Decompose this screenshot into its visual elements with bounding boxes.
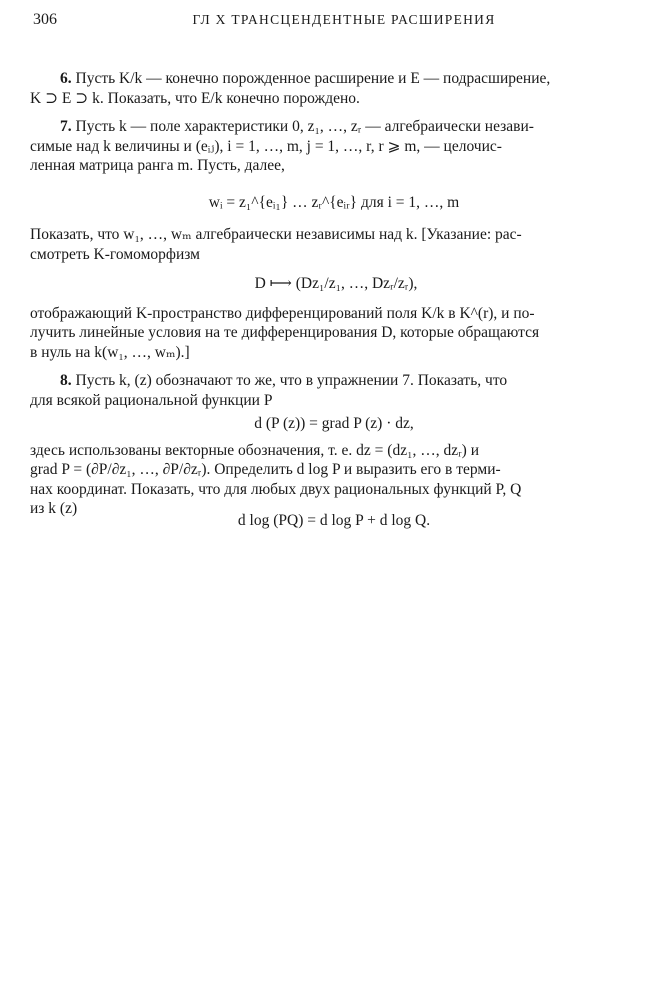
ex7-line-6: отображающий K-пространство дифференцирований поля K/k в K^(r), и по- xyxy=(30,304,535,322)
ex7-line-4: Показать, что w₁, …, wₘ алгебраически независимы над k. [Указание: рас- xyxy=(30,226,522,243)
ex8-formula-grad: d (P (z)) = grad P (z) · dz, xyxy=(254,415,414,432)
ex7-number: 7. xyxy=(60,118,72,135)
ex8-number: 8. xyxy=(60,372,72,389)
exercise-7 xyxy=(30,117,638,362)
running-header xyxy=(30,8,638,32)
ex7-line-2: симые над k величины и (eᵢⱼ), i = 1, …, m, j = 1, …, r, r ⩾ m, — целочис- xyxy=(30,137,502,155)
ex7-line-8: в нуль на k(w₁, …, wₘ).] xyxy=(30,343,190,361)
ex7-formula-w: wᵢ = z₁^{eᵢ₁} … zᵣ^{eᵢᵣ} для i = 1, …, m xyxy=(208,193,460,211)
ex7-line-1: 7. Пусть k — поле характеристики 0, z₁, …, zᵣ — алгебраически незави- xyxy=(60,118,534,135)
book-page xyxy=(30,8,638,530)
exercise-6 xyxy=(30,69,638,108)
ex8-formula-dlog: d log (PQ) = d log P + d log Q. xyxy=(237,511,431,529)
ex7-formula-D: D ⟼ (Dz₁/z₁, …, Dzᵣ/zᵣ), xyxy=(254,275,418,292)
ex8-line-2: для всякой рациональной функции P xyxy=(30,391,273,409)
ex6-line-2: K ⊃ E ⊃ k. Показать, что E/k конечно порождено. xyxy=(30,89,360,107)
ex8-line-1: 8. Пусть k, (z) обозначают то же, что в упражнении 7. Показать, что xyxy=(60,372,508,389)
page-number: 306 xyxy=(33,11,57,28)
ex6-number: 6. xyxy=(60,70,72,87)
ex6-line-1: 6. Пусть K/k — конечно порожденное расширение и E — подрасширение, xyxy=(60,70,551,87)
exercise-8 xyxy=(30,371,638,530)
ex8-line-4: grad P = (∂P/∂z₁, …, ∂P/∂zᵣ). Определить d log P и выразить его в терми- xyxy=(30,461,501,478)
ex8-line-5: нах координат. Показать, что для любых двух рациональных функций P, Q xyxy=(30,480,522,498)
ex7-line-5: смотреть K-гомоморфизм xyxy=(30,245,200,263)
ex8-line-3: здесь использованы векторные обозначения, т. е. dz = (dz₁, …, dzᵣ) и xyxy=(30,441,479,459)
ex8-line-6: из k (z) xyxy=(30,500,78,517)
running-title: ГЛ X ТРАНСЦЕНДЕНТНЫЕ РАСШИРЕНИЯ xyxy=(192,12,496,27)
ex7-line-7: лучить линейные условия на те дифференцирования D, которые обращаются xyxy=(30,324,540,341)
ex7-line-3: ленная матрица ранга m. Пусть, далее, xyxy=(30,157,285,174)
